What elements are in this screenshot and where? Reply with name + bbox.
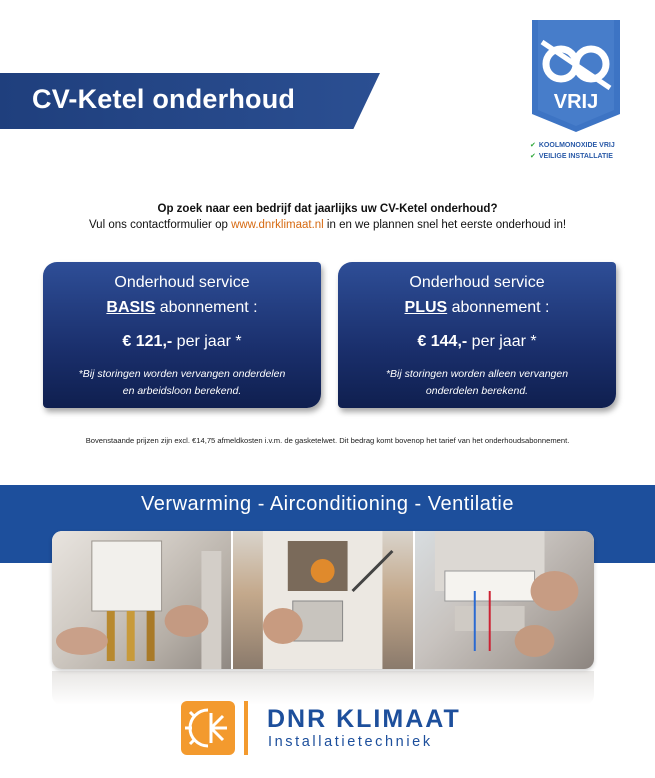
boiler-inspection-photo xyxy=(233,531,412,669)
card-plan-line: PLUS abonnement : xyxy=(404,299,550,316)
check-item: ✔ KOOLMONOXIDE VRIJ xyxy=(530,142,615,149)
basis-plan-card xyxy=(43,262,321,408)
badge-label: VRIJ xyxy=(553,91,599,113)
logo-divider xyxy=(244,701,248,755)
check-icon: ✔ xyxy=(530,153,536,160)
boiler-repair-photo xyxy=(52,531,231,669)
co-checklist xyxy=(530,140,615,162)
website-link[interactable]: www.dnrklimaat.nl xyxy=(231,219,324,231)
card-heading: Onderhoud service xyxy=(114,274,250,291)
card-price: € 121,- per jaar * xyxy=(122,333,242,350)
intro-question: Op zoek naar een bedrijf dat jaarlijks uw CV-Ketel onderhoud? xyxy=(157,203,498,215)
plus-plan-card xyxy=(338,262,616,408)
price-footnote: Bovenstaande prijzen zijn excl. €14,75 afmeldkosten i.v.m. de gasketelwet. Dit bedrag komt bovenop het tarief van het onderhoudsabonnement. xyxy=(85,436,570,445)
sun-snowflake-icon xyxy=(181,701,235,755)
check-icon: ✔ xyxy=(530,142,536,149)
page-title: CV-Ketel onderhoud xyxy=(32,84,296,114)
card-price: € 144,- per jaar * xyxy=(417,333,537,350)
photo-strip xyxy=(52,531,594,669)
co-free-badge-icon xyxy=(528,18,624,134)
logo-subtitle: Installatietechniek xyxy=(268,734,433,750)
check-item: ✔ VEILIGE INSTALLATIE xyxy=(530,153,613,160)
plan-name: PLUS xyxy=(404,299,448,316)
card-plan-line: BASIS abonnement : xyxy=(106,299,258,316)
card-note: *Bij storingen worden alleen vervangen onderdelen berekend. xyxy=(385,368,569,397)
plan-name: BASIS xyxy=(106,299,156,316)
photo-reflection xyxy=(52,671,594,705)
intro-line: Vul ons contactformulier op www.dnrklimaat.nl in en we plannen snel het eerste onderhoud in! xyxy=(88,219,567,231)
boiler-wiring-photo xyxy=(415,531,594,669)
services-text: Verwarming - Airconditioning - Ventilatie xyxy=(141,493,514,515)
card-heading: Onderhoud service xyxy=(409,274,545,291)
card-note: *Bij storingen worden vervangen onderdelen en arbeidsloon berekend. xyxy=(78,368,286,397)
logo-mark xyxy=(181,701,235,755)
logo-name: DNR KLIMAAT xyxy=(267,705,461,733)
